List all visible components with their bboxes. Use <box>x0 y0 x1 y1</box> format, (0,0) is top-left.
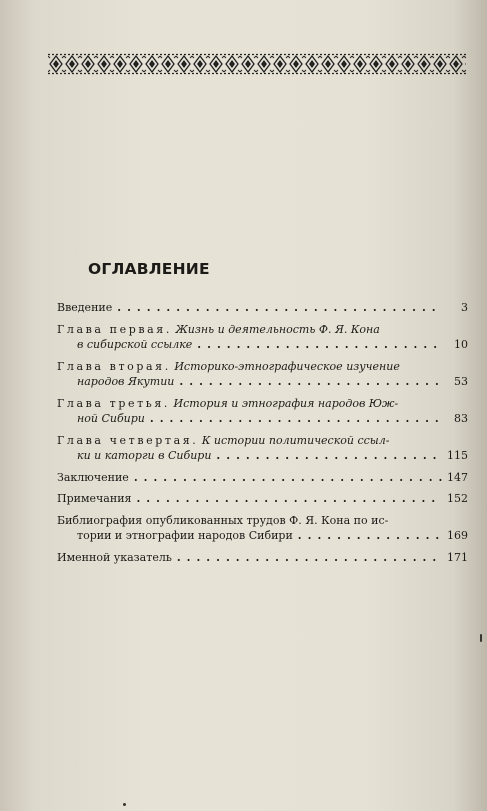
toc-entry-title: Введение <box>57 301 113 314</box>
paper-speck <box>123 803 126 806</box>
leader-dots <box>131 491 442 507</box>
chapter-label: Глава вторая. <box>57 359 171 373</box>
table-of-contents <box>57 300 468 571</box>
toc-entry-title-continued: тории и этнографии народов Сибири <box>77 529 293 542</box>
toc-entry-chapter-4[interactable] <box>57 433 468 464</box>
chapter-title: История и этнография народов Юж- <box>170 396 399 410</box>
chapter-title: Историко-этнографическое изучение <box>170 359 400 373</box>
toc-entry-title: Библиография опубликованных трудов Ф. Я. Кона по ис- <box>57 513 389 527</box>
toc-page-number: 83 <box>454 412 468 425</box>
chapter-title-continued: в сибирской ссылке <box>77 338 193 351</box>
leader-dots <box>172 550 442 566</box>
leader-dots <box>174 374 442 390</box>
leader-dots <box>211 448 442 464</box>
toc-page-number: 152 <box>447 492 468 505</box>
chapter-title: К истории политической ссыл- <box>198 433 390 447</box>
chapter-label: Глава первая. <box>57 322 172 336</box>
chapter-title-continued: ки и каторги в Сибири <box>77 449 212 462</box>
chapter-title-continued: ной Сибири <box>77 412 145 425</box>
leader-dots <box>145 411 442 427</box>
chapter-label: Глава четвертая. <box>57 433 199 447</box>
toc-entry-chapter-3[interactable] <box>57 396 468 427</box>
chapter-label: Глава третья. <box>57 396 171 410</box>
leader-dots <box>112 300 442 316</box>
chapter-title-continued: народов Якутии <box>77 375 175 388</box>
toc-page-number: 147 <box>447 470 468 484</box>
toc-entry-chapter-2[interactable] <box>57 359 468 390</box>
leader-dots <box>293 528 442 544</box>
chapter-title: Жизнь и деятельность Ф. Я. Кона <box>171 322 380 336</box>
toc-page-number: 171 <box>447 550 468 564</box>
toc-entry-title: Именной указатель <box>57 550 172 564</box>
toc-page-number: 3 <box>461 301 468 314</box>
leader-dots <box>192 337 442 353</box>
leader-dots <box>129 470 442 486</box>
toc-page-number: 169 <box>447 529 468 542</box>
toc-entry-bibliography[interactable] <box>57 513 468 544</box>
toc-entry-title: Примечания <box>57 492 132 505</box>
toc-entry-notes[interactable] <box>57 491 468 507</box>
toc-entry-conclusion[interactable] <box>57 470 468 486</box>
toc-page-number: 115 <box>447 449 468 462</box>
paper-speck <box>480 634 482 642</box>
toc-entry-introduction[interactable] <box>57 300 468 316</box>
ornament-border <box>48 53 466 75</box>
toc-page-number: 53 <box>454 375 468 388</box>
contents-heading: ОГЛАВЛЕНИЕ <box>88 260 210 278</box>
toc-entry-name-index[interactable] <box>57 550 468 566</box>
toc-page-number: 10 <box>454 338 468 351</box>
toc-entry-chapter-1[interactable] <box>57 322 468 353</box>
toc-entry-title: Заключение <box>57 470 129 484</box>
